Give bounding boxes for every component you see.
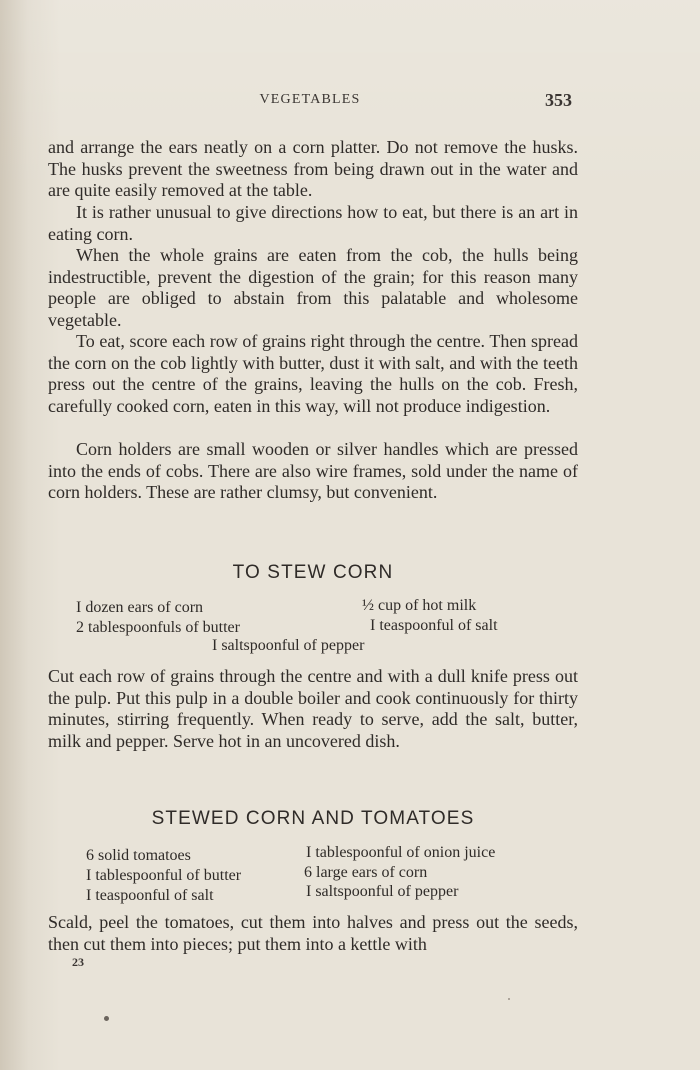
ingredient-item: I saltspoonful of pepper <box>212 637 365 654</box>
recipe1-directions: Cut each row of grains through the centre and with a dull knife press out the pulp. Put this pulp in a double boiler and cook continuously for thirty minutes, stirring frequently. When ready to serve, add the salt, butter, milk and pepper. Serve hot in an uncovered dish. <box>48 666 578 751</box>
intro-paragraph-2: It is rather unusual to give directions how to eat, but there is an art in eating corn. <box>48 202 578 244</box>
ingredient-item: I teaspoonful of salt <box>86 887 214 904</box>
ingredient-item: 6 solid tomatoes <box>86 847 191 864</box>
ingredient-item: I saltspoonful of pepper <box>306 883 459 900</box>
intro-paragraph-3: When the whole grains are eaten from the cob, the hulls being indestructible, prevent the digestion of the grain; for this reason many people are obliged to abstain from this palatable and wholesome vegetable. <box>48 245 578 330</box>
ingredient-item: I tablespoonful of onion juice <box>306 844 496 861</box>
recipe-title-stewed-corn-and-tomatoes: STEWED CORN AND TOMATOES <box>151 808 475 829</box>
ingredient-item: I dozen ears of corn <box>76 599 204 616</box>
ingredient-item: I teaspoonful of salt <box>370 617 498 634</box>
ink-speck <box>508 998 510 1000</box>
signature-mark: 23 <box>72 955 84 969</box>
recipe2-directions: Scald, peel the tomatoes, cut them into halves and press out the seeds, then cut them into pieces; put them into a kettle with <box>48 912 578 954</box>
ingredient-item: I tablespoonful of butter <box>86 867 242 884</box>
page-number: 353 <box>545 90 572 110</box>
ingredient-item: 2 tablespoonfuls of butter <box>76 619 240 636</box>
ingredient-item: 6 large ears of corn <box>304 864 428 881</box>
intro-paragraph-4: To eat, score each row of grains right through the centre. Then spread the corn on the cob lightly with butter, dust it with salt, and with the teeth press out the centre of the grains, leaving the hulls on the cob. Fresh, carefully cooked corn, eaten in this way, will not produce indigestion. <box>48 331 578 416</box>
ink-speck <box>104 1016 109 1021</box>
intro-paragraph-5: Corn holders are small wooden or silver handles which are pressed into the ends of cobs. There are also wire frames, sold under the name of corn holders. These are rather clumsy, but convenient. <box>48 439 578 503</box>
ingredient-item: ½ cup of hot milk <box>362 597 477 614</box>
intro-paragraph-1: and arrange the ears neatly on a corn platter. Do not remove the husks. The husks prevent the sweetness from being drawn out in the water and are quite easily removed at the table. <box>48 137 578 201</box>
page-header-title: VEGETABLES <box>259 92 361 107</box>
recipe-title-to-stew-corn: TO STEW CORN <box>232 562 394 583</box>
